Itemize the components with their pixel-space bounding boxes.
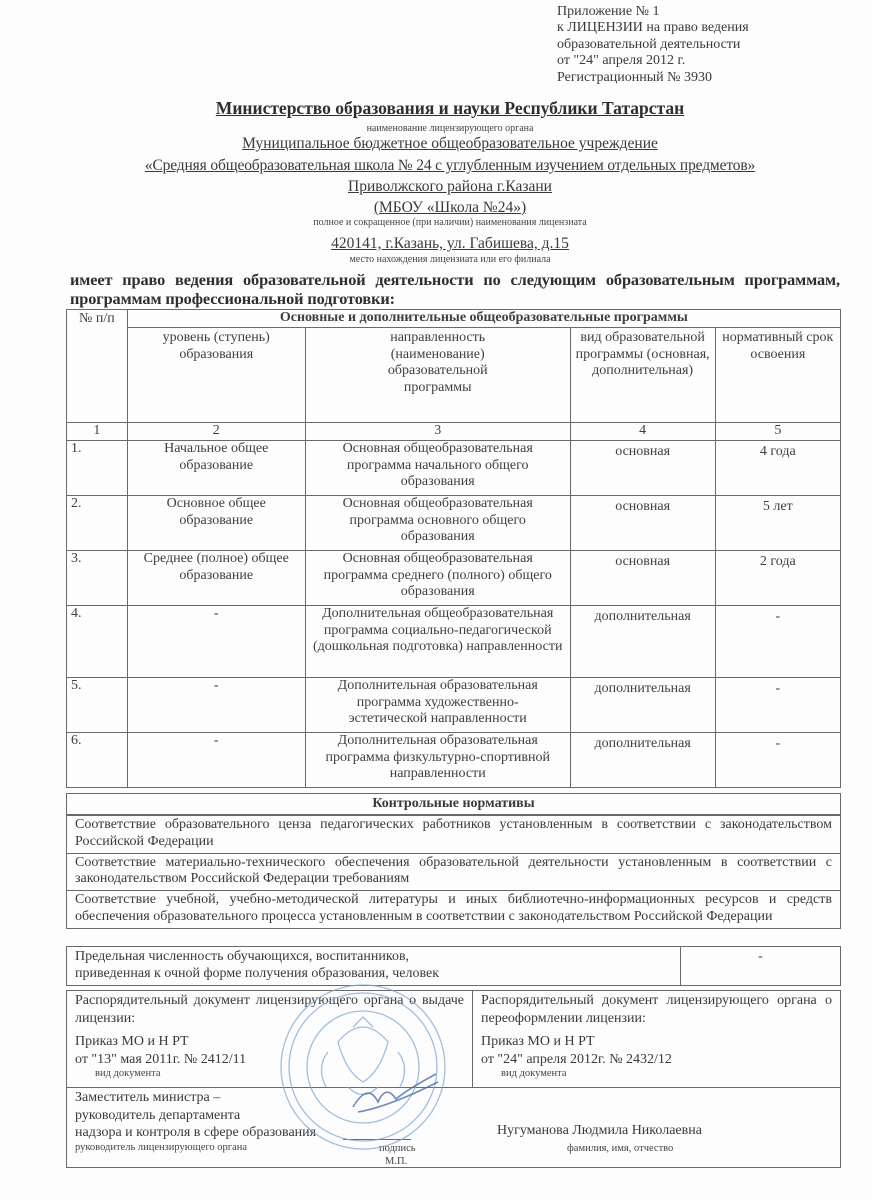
signer-position-line: руководитель департамента	[75, 1107, 241, 1123]
intro-text: имеет право ведения образовательной деятельности по следующим образовательным программам, программам профессиональной подготовки:	[70, 270, 840, 308]
row-program: Основная общеобразовательная программа среднего (полного) общего образования	[305, 551, 570, 606]
licensee-line: «Средняя общеобразовательная школа № 24 с углубленным изучением отдельных предметов»	[144, 157, 756, 174]
appendix-line: Регистрационный № 3930	[557, 69, 712, 85]
signer-position-line: Заместитель министра –	[75, 1090, 221, 1105]
row-num: 4.	[67, 606, 128, 678]
table-row	[67, 606, 841, 678]
row-term: 2 года	[715, 551, 840, 606]
row-program: Дополнительная образовательная программа художественно-эстетической направленности	[305, 678, 570, 733]
row-level: Среднее (полное) общее образование	[127, 551, 305, 606]
reissue-order	[473, 991, 840, 1087]
row-num: 6.	[67, 733, 128, 788]
appendix-line: от "24" апреля 2012 г.	[557, 53, 686, 69]
signature-line	[343, 1139, 411, 1140]
capacity-label-line: Предельная численность обучающихся, воспитанников,	[75, 949, 410, 964]
control-norm-item: Соответствие образовательного ценза педагогических работников установленным в соответствии с законодательством Российской Федерации	[67, 815, 840, 853]
reissue-order-doc: Приказ МО и Н РТ	[481, 1034, 595, 1049]
licensee-line: Приволжского района г.Казани	[348, 178, 552, 195]
row-type: дополнительная	[570, 606, 715, 678]
row-num: 2.	[67, 496, 128, 551]
column-header-type: вид образовательной программы (основная, дополнительная)	[570, 328, 715, 423]
licensee-caption: полное и сокращенное (при наличии) наименования лицензиата	[313, 217, 587, 228]
control-norms-box	[66, 793, 841, 929]
row-num: 5.	[67, 678, 128, 733]
row-level: -	[127, 606, 305, 678]
column-number: 1	[67, 423, 128, 441]
reissue-order-caption: вид документа	[501, 1068, 567, 1079]
address: 420141, г.Казань, ул. Габишева, д.15	[331, 235, 569, 252]
signature-box	[66, 1087, 841, 1168]
column-number: 2	[127, 423, 305, 441]
column-header-level: уровень (ступень) образования	[127, 328, 305, 423]
row-num: 1.	[67, 441, 128, 496]
programs-table	[66, 309, 841, 788]
row-program: Основная общеобразовательная программа основного общего образования	[305, 496, 570, 551]
control-norm-item: Соответствие учебной, учебно-методической литературы и иных библиотечно-информационных ресурсов и средств обеспечения образовательного процесса установленным в соответствии с законодательством Российской Федерации	[67, 890, 840, 928]
row-level: -	[127, 733, 305, 788]
column-header-term: нормативный срок освоения	[715, 328, 840, 423]
issue-order-title: Распорядительный документ лицензирующего органа о выдаче лицензии:	[75, 993, 464, 1026]
row-term: -	[715, 733, 840, 788]
appendix-line: образовательной деятельности	[557, 36, 741, 52]
signer-name-caption: фамилия, имя, отчество	[567, 1143, 674, 1154]
table-row	[67, 496, 841, 551]
table-row	[67, 441, 841, 496]
row-term: -	[715, 606, 840, 678]
row-term: -	[715, 678, 840, 733]
address-caption: место нахождения лицензиата или его филиала	[349, 254, 551, 265]
appendix-line: Приложение № 1	[557, 4, 660, 19]
orders-box	[66, 990, 841, 1088]
column-header-program: направленность (наименование) образовательной программы	[305, 328, 570, 423]
column-number: 3	[305, 423, 570, 441]
control-norms-title: Контрольные нормативы	[67, 794, 840, 815]
row-type: дополнительная	[570, 733, 715, 788]
row-term: 5 лет	[715, 496, 840, 551]
num-header: № п/п	[67, 310, 128, 423]
row-level: Начальное общее образование	[127, 441, 305, 496]
ministry-caption: наименование лицензирующего органа	[366, 123, 534, 134]
capacity-label	[67, 947, 681, 985]
signer-position-line: надзора и контроля в сфере образования	[75, 1125, 317, 1140]
capacity-box	[66, 946, 841, 986]
row-num: 3.	[67, 551, 128, 606]
issue-order-caption: вид документа	[95, 1068, 161, 1079]
issue-order-doc: от "13" мая 2011г. № 2412/11	[75, 1051, 247, 1067]
signer-name: Нугуманова Людмила Николаевна	[497, 1123, 702, 1138]
table-row	[67, 733, 841, 788]
reissue-order-doc: от "24" апреля 2012г. № 2432/12	[481, 1051, 672, 1067]
ministry-title: Министерство образования и науки Республики Татарстан	[215, 98, 685, 118]
reissue-order-title: Распорядительный документ лицензирующего органа о переоформлении лицензии:	[481, 993, 832, 1026]
issue-order	[67, 991, 473, 1087]
licensee-line: Муниципальное бюджетное общеобразовательное учреждение	[242, 135, 658, 152]
column-number: 5	[715, 423, 840, 441]
signature-caption: подпись	[379, 1143, 416, 1154]
licensee-line: (МБОУ «Школа №24»)	[373, 199, 527, 216]
capacity-label-line: приведенная к очной форме получения образования, человек	[75, 966, 440, 981]
row-program: Основная общеобразовательная программа начального общего образования	[305, 441, 570, 496]
row-term: 4 года	[715, 441, 840, 496]
table-row	[67, 678, 841, 733]
column-number: 4	[570, 423, 715, 441]
row-type: основная	[570, 496, 715, 551]
row-program: Дополнительная общеобразовательная программа социально-педагогической (дошкольная подготовка) направленности	[305, 606, 570, 678]
row-level: Основное общее образование	[127, 496, 305, 551]
signer-position-caption: руководитель лицензирующего органа	[75, 1142, 248, 1153]
signer-position	[75, 1089, 316, 1142]
row-level: -	[127, 678, 305, 733]
appendix-line: к ЛИЦЕНЗИИ на право ведения	[557, 20, 749, 36]
issue-order-doc: Приказ МО и Н РТ	[75, 1034, 189, 1049]
control-norm-item: Соответствие материально-технического обеспечения образовательной деятельности установленным в соответствии с законодательством Российской Федерации требованиям	[67, 853, 840, 891]
row-type: дополнительная	[570, 678, 715, 733]
row-program: Дополнительная образовательная программа физкультурно-спортивной направленности	[305, 733, 570, 788]
capacity-value: -	[758, 949, 763, 964]
seal-caption: М.П.	[385, 1156, 408, 1167]
row-type: основная	[570, 441, 715, 496]
table-row	[67, 551, 841, 606]
appendix-block	[557, 4, 749, 86]
row-type: основная	[570, 551, 715, 606]
group-header: Основные и дополнительные общеобразовательные программы	[127, 310, 840, 328]
